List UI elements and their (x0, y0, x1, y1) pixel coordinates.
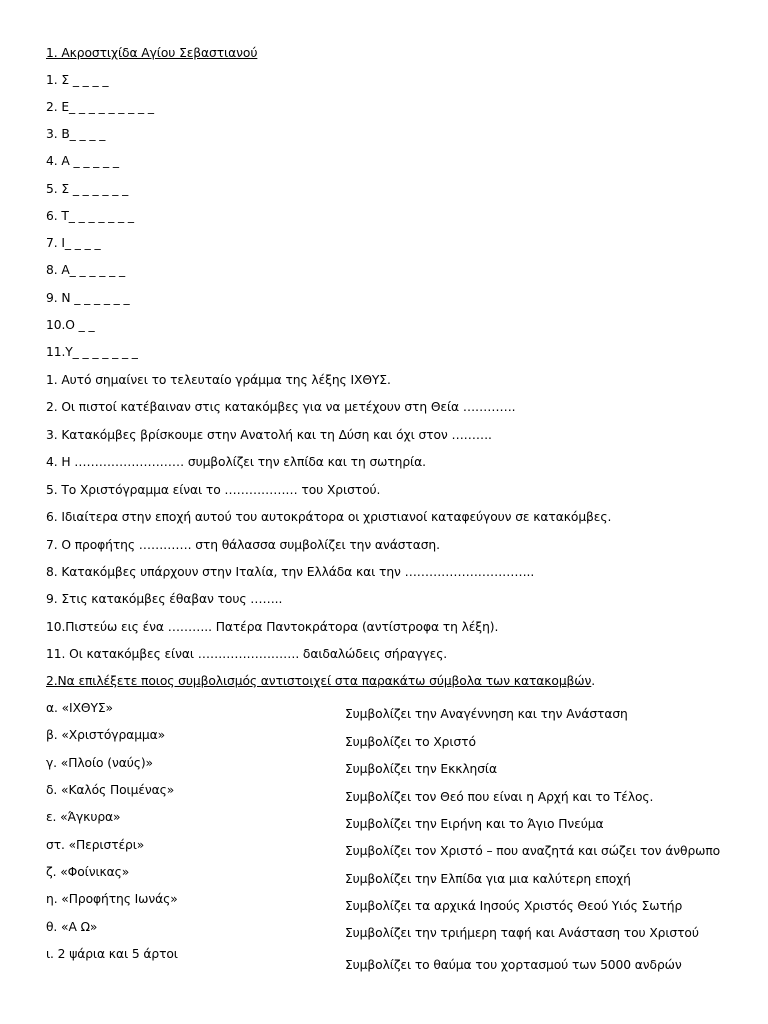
meaning-item: Συμβολίζει την Ελπίδα για μια καλύτερη εποχή (345, 872, 631, 886)
meaning-item: Συμβολίζει το θαύμα του χορτασμού των 5000 ανδρών (345, 958, 682, 972)
meaning-item: Συμβολίζει τον Θεό που είναι η Αρχή και το Τέλος. (345, 790, 654, 804)
clue-item: 4. Η ……………………… συμβολίζει την ελπίδα και τη σωτηρία. (46, 455, 426, 469)
clue-item: 9. Στις κατακόμβες έθαβαν τους …….. (46, 592, 283, 606)
clue-item: 5. Το Χριστόγραμμα είναι το ……………… του Χριστού. (46, 483, 381, 497)
clue-item: 8. Κατακόμβες υπάρχουν στην Ιταλία, την Ελλάδα και την ………………………….. (46, 565, 535, 579)
meaning-item: Συμβολίζει την Εκκλησία (345, 762, 497, 776)
section2-title (46, 673, 595, 689)
clue-item: 10.Πιστεύω εις ένα ……….. Πατέρα Παντοκράτορα (αντίστροφα τη λέξη). (46, 620, 499, 634)
meaning-item: Συμβολίζει την Αναγέννηση και την Ανάσταση (345, 707, 628, 721)
meaning-item: Συμβολίζει τον Χριστό – που αναζητά και σώζει τον άνθρωπο (345, 844, 721, 858)
section2-title-text: 2.Να επιλέξετε ποιος συμβολισμός αντιστοιχεί στα παρακάτω σύμβολα των κατακομβών (46, 674, 592, 688)
clue-item: 11. Οι κατακόμβες είναι ……………………. δαιδαλώδεις σήραγγες. (46, 647, 448, 661)
acrostic-row: 2. Ε_ _ _ _ _ _ _ _ _ (46, 100, 154, 114)
symbol-item: η. «Προφήτης Ιωνάς» (46, 892, 178, 906)
acrostic-row: 3. Β_ _ _ _ (46, 127, 106, 141)
clue-item: 3. Κατακόμβες βρίσκουμε στην Ανατολή και τη Δύση και όχι στον ………. (46, 428, 492, 442)
meaning-item: Συμβολίζει τα αρχικά Ιησούς Χριστός Θεού Υιός Σωτήρ (345, 899, 683, 913)
clue-item: 2. Οι πιστοί κατέβαιναν στις κατακόμβες για να μετέχουν στη Θεία …………. (46, 400, 516, 414)
symbol-item: β. «Χριστόγραμμα» (46, 728, 166, 742)
clue-item: 7. Ο προφήτης …………. στη θάλασσα συμβολίζει την ανάσταση. (46, 538, 440, 552)
symbol-item: δ. «Καλός Ποιμένας» (46, 783, 175, 797)
meaning-item: Συμβολίζει την Ειρήνη και το Άγιο Πνεύμα (345, 817, 604, 831)
clue-item: 1. Αυτό σημαίνει το τελευταίο γράμμα της λέξης ΙΧΘΥΣ. (46, 373, 391, 387)
symbol-item: θ. «Α Ω» (46, 920, 98, 934)
acrostic-row: 5. Σ _ _ _ _ _ _ (46, 182, 129, 196)
acrostic-row: 4. Α _ _ _ _ _ (46, 154, 119, 168)
section1-title: 1. Ακροστιχίδα Αγίου Σεβαστιανού (46, 46, 258, 60)
acrostic-row: 9. Ν _ _ _ _ _ _ (46, 291, 130, 305)
symbol-item: γ. «Πλοίο (ναύς)» (46, 756, 153, 770)
symbol-item: ζ. «Φοίνικας» (46, 865, 130, 879)
symbol-item: α. «ΙΧΘΥΣ» (46, 701, 113, 715)
meaning-item: Συμβολίζει την τριήμερη ταφή και Ανάσταση του Χριστού (345, 926, 699, 940)
acrostic-row: 11.Υ_ _ _ _ _ _ _ (46, 345, 138, 359)
acrostic-row: 7. Ι_ _ _ _ (46, 236, 101, 250)
acrostic-row: 8. Α_ _ _ _ _ _ (46, 263, 125, 277)
symbol-item: ι. 2 ψάρια και 5 άρτοι (46, 947, 178, 961)
symbol-item: στ. «Περιστέρι» (46, 838, 145, 852)
meaning-item: Συμβολίζει το Χριστό (345, 735, 476, 749)
section2-title-suffix: . (591, 674, 596, 688)
symbol-item: ε. «Άγκυρα» (46, 810, 121, 824)
acrostic-row: 1. Σ _ _ _ _ (46, 73, 109, 87)
acrostic-row: 6. Τ_ _ _ _ _ _ _ (46, 209, 134, 223)
acrostic-row: 10.Ο _ _ (46, 318, 95, 332)
clue-item: 6. Ιδιαίτερα στην εποχή αυτού του αυτοκράτορα οι χριστιανοί καταφεύγουν σε κατακόμβες. (46, 510, 612, 524)
